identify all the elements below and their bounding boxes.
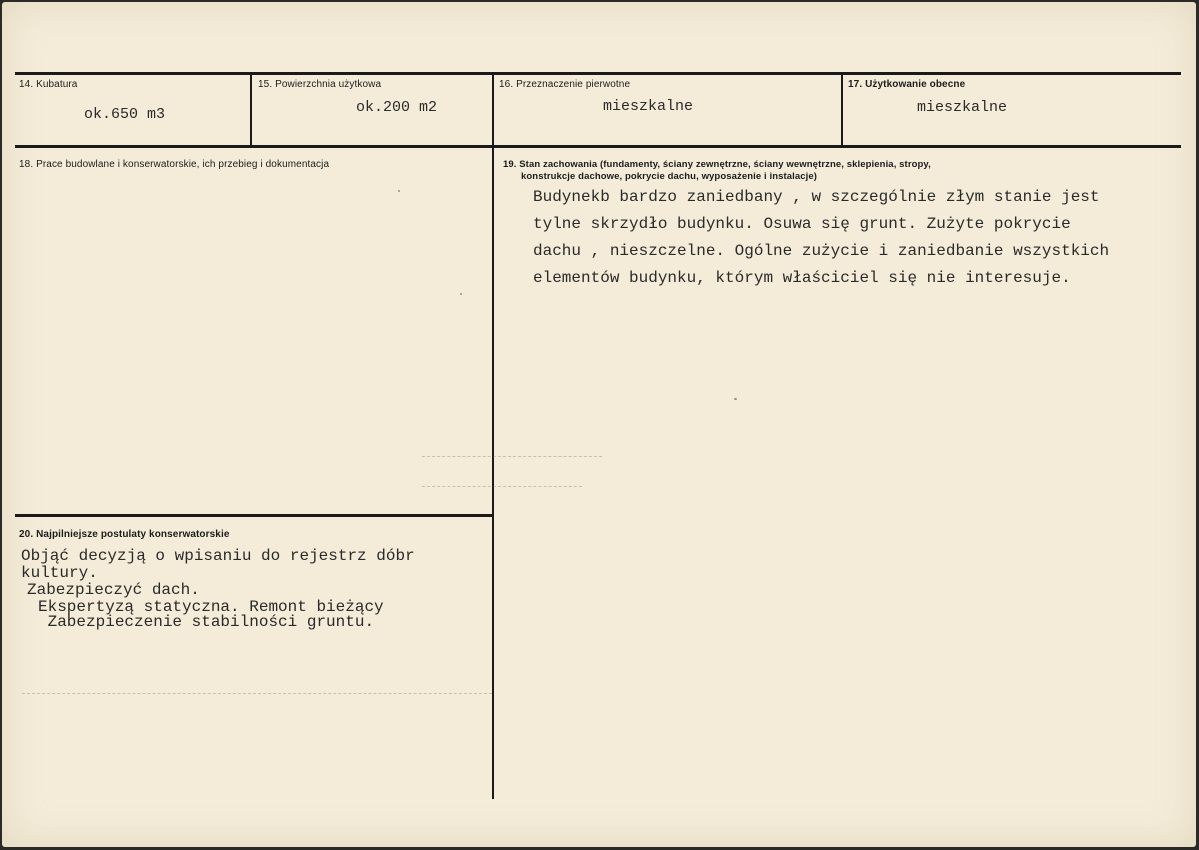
field-20-line-5: Zabezpieczenie stabilności gruntu. [38, 613, 375, 631]
field-19-line-1: Budynekb bardzo zaniedbany , w szczególnie złym stanie jest [533, 188, 1100, 206]
record-card [2, 2, 1196, 847]
ink-speck [460, 293, 462, 295]
field-17-label: 17. Użytkowanie obecne [848, 79, 966, 90]
field-15-label: 15. Powierzchnia użytkowa [258, 79, 382, 90]
field-19-line-2: tylne skrzydło budynku. Osuwa się grunt. Zużyte pokrycie [533, 215, 1071, 233]
field-15-value: ok.200 m2 [356, 99, 438, 116]
ink-speck [398, 190, 400, 192]
field-20-label: 20. Najpilniejsze postulaty konserwatorskie [19, 529, 230, 540]
field-20-line-2: kultury. [21, 564, 98, 582]
header-divider-2 [492, 74, 494, 146]
section-18-bottom-rule [15, 514, 494, 517]
field-17-value: mieszkalne [917, 99, 1008, 116]
header-divider-3 [841, 74, 843, 146]
field-14-label: 14. Kubatura [19, 79, 78, 90]
field-20-line-3: Zabezpieczyć dach. [27, 581, 200, 599]
field-16-value: mieszkalne [603, 98, 694, 115]
main-vertical-rule [492, 147, 494, 799]
field-19-line-3: dachu , nieszczelne. Ogólne zużycie i zaniedbanie wszystkich [533, 242, 1110, 260]
field-20-line-1: Objąć decyzją o wpisaniu do rejestrz dóbr [21, 547, 415, 565]
field-14-value: ok.650 m3 [84, 106, 166, 123]
field-19-label-line-1: 19. Stan zachowania (fundamenty, ściany zewnętrzne, ściany wewnętrzne, sklepienia, stropy, [503, 159, 931, 170]
header-bottom-rule [15, 145, 1181, 148]
header-divider-1 [250, 74, 252, 146]
field-16-label: 16. Przeznaczenie pierwotne [499, 79, 631, 90]
faint-line [422, 456, 602, 457]
field-20-line-4: Ekspertyzą statyczna. Remont bieżący [38, 598, 384, 616]
faint-line [22, 693, 492, 694]
field-19-label-line-2: konstrukcje dachowe, pokrycie dachu, wyposażenie i instalacje) [521, 171, 818, 182]
field-18-label: 18. Prace budowlane i konserwatorskie, ich przebieg i dokumentacja [19, 159, 330, 170]
field-19-line-4: elementów budynku, którym właściciel się nie interesuje. [533, 269, 1071, 287]
ink-speck [734, 398, 737, 400]
faint-line [422, 486, 582, 487]
top-rule [15, 72, 1181, 75]
